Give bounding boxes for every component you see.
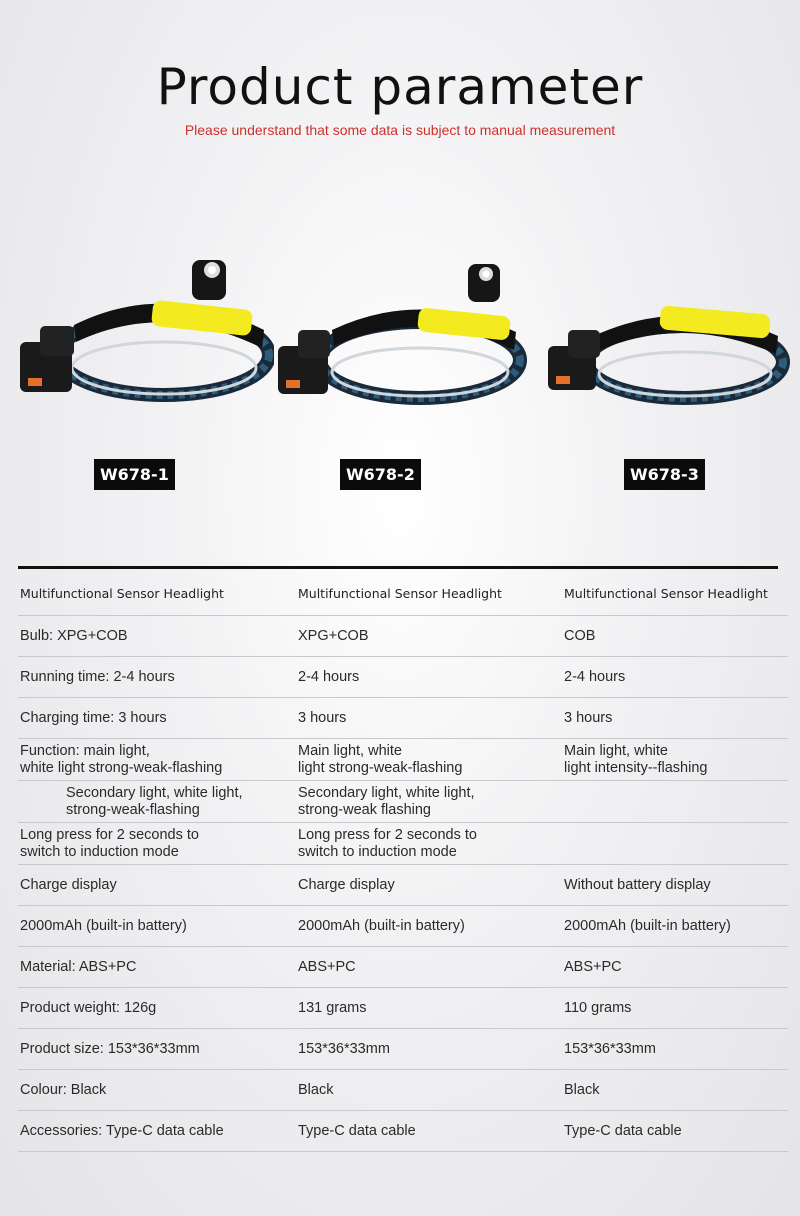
table-cell: 110 grams <box>564 999 632 1016</box>
product-image-w678-1 <box>14 250 274 420</box>
table-cell: 153*36*33mm <box>298 1040 390 1057</box>
cell-line: switch to induction mode <box>298 843 457 860</box>
table-cell: Product weight: 126g <box>20 999 157 1016</box>
cell-line: light strong-weak-flashing <box>298 759 463 776</box>
table-cell: Type-C data cable <box>298 1122 416 1139</box>
table-cell: Without battery display <box>564 876 711 893</box>
table-top-divider <box>18 566 778 569</box>
cell-line: Long press for 2 seconds to <box>298 826 477 843</box>
table-cell: Accessories: Type-C data cable <box>20 1122 224 1139</box>
table-row <box>18 823 788 865</box>
table-cell: 2-4 hours <box>564 668 626 685</box>
table-header-row <box>18 572 788 616</box>
table-row <box>18 739 788 781</box>
cell-line: light intensity--flashing <box>564 759 708 776</box>
measurement-note: Please understand that some data is subject to manual measurement <box>184 122 616 138</box>
table-cell <box>296 827 562 861</box>
cell-line: Main light, white <box>298 742 402 759</box>
product-image-w678-2 <box>270 260 530 420</box>
table-cell: 2000mAh (built-in battery) <box>20 917 187 934</box>
table-row <box>18 1029 788 1070</box>
model-label-w678-3: W678-3 <box>624 459 705 490</box>
table-cell: 2-4 hours <box>298 668 360 685</box>
cell-line: Long press for 2 seconds to <box>20 826 199 843</box>
product-image-w678-3 <box>540 300 790 420</box>
header-cell: Multifunctional Sensor Headlight <box>564 586 768 601</box>
table-cell: 2000mAh (built-in battery) <box>564 917 731 934</box>
table-cell: ABS+PC <box>564 958 622 975</box>
header-cell: Multifunctional Sensor Headlight <box>20 586 224 601</box>
table-cell: Product size: 153*36*33mm <box>20 1040 200 1057</box>
table-cell <box>296 785 562 819</box>
table-row <box>18 947 788 988</box>
cell-line: white light strong-weak-flashing <box>20 759 223 776</box>
cell-line: Secondary light, white light, <box>298 784 475 801</box>
model-label-w678-1: W678-1 <box>94 459 175 490</box>
cell-line: strong-weak-flashing <box>66 801 200 818</box>
table-row <box>18 657 788 698</box>
table-cell: Bulb: XPG+COB <box>20 627 128 644</box>
table-cell: XPG+COB <box>298 627 369 644</box>
cell-line: Main light, white <box>564 742 668 759</box>
table-cell: Black <box>564 1081 600 1098</box>
table-cell: 153*36*33mm <box>564 1040 656 1057</box>
table-row <box>18 1111 788 1152</box>
table-row <box>18 988 788 1029</box>
header-cell: Multifunctional Sensor Headlight <box>298 586 502 601</box>
table-cell <box>18 785 296 819</box>
cell-line: Secondary light, white light, <box>66 784 243 801</box>
cell-line: switch to induction mode <box>20 843 179 860</box>
table-row <box>18 781 788 823</box>
table-cell <box>562 743 788 777</box>
table-cell: Charging time: 3 hours <box>20 709 167 726</box>
spec-table <box>18 572 788 1152</box>
table-row <box>18 698 788 739</box>
table-cell: ABS+PC <box>298 958 356 975</box>
model-label-w678-2: W678-2 <box>340 459 421 490</box>
table-cell <box>296 743 562 777</box>
table-cell: Type-C data cable <box>564 1122 682 1139</box>
table-cell <box>18 827 296 861</box>
table-cell: COB <box>564 627 596 644</box>
table-row <box>18 616 788 657</box>
table-cell: Running time: 2-4 hours <box>20 668 175 685</box>
page-title: Product parameter <box>156 58 644 116</box>
table-row <box>18 865 788 906</box>
table-cell: Colour: Black <box>20 1081 107 1098</box>
table-cell: Black <box>298 1081 334 1098</box>
table-cell: 3 hours <box>298 709 347 726</box>
table-cell: 131 grams <box>298 999 367 1016</box>
table-cell: Charge display <box>298 876 395 893</box>
cell-line: strong-weak flashing <box>298 801 431 818</box>
table-cell: Charge display <box>20 876 117 893</box>
table-cell: Material: ABS+PC <box>20 958 137 975</box>
cell-line: Function: main light, <box>20 742 150 759</box>
table-cell: 2000mAh (built-in battery) <box>298 917 465 934</box>
table-row <box>18 1070 788 1111</box>
table-cell: 3 hours <box>564 709 613 726</box>
table-cell <box>18 743 296 777</box>
table-row <box>18 906 788 947</box>
